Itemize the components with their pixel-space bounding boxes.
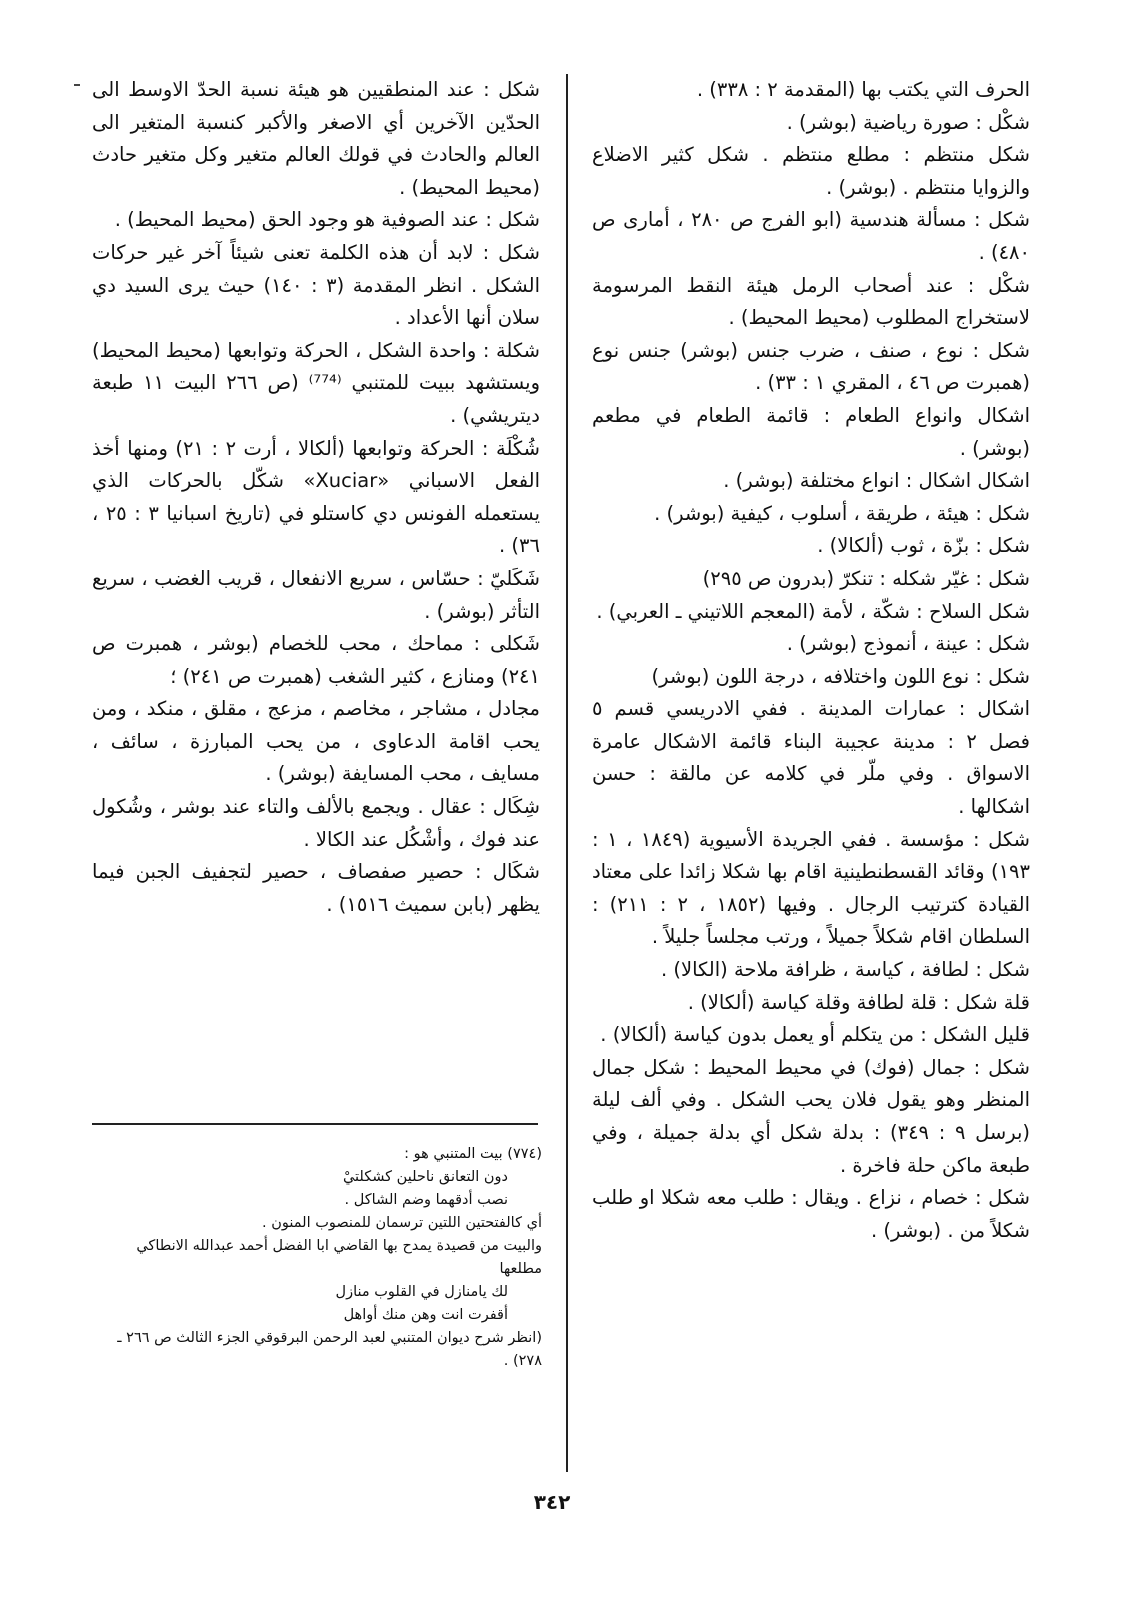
entry: شكل منتظم : مطلع منتظم . شكل كثير الاضلاع والزوايا منتظم . (بوشر) .	[592, 143, 1030, 199]
footnote-verse-line: لك يامنازل في القلوب منازل	[335, 1284, 508, 1300]
footnote-verse-line: دون التعانق ناحلين كشكلتيْ	[342, 1169, 508, 1185]
entry: مجادل ، مشاجر ، مخاصم ، مزعج ، مقلق ، منكد ، ومن يحب اقامة الدعاوى ، من يحب المبارزة ، سائف ، مسايف ، محب المسايفة (بوشر) .	[92, 697, 540, 786]
entry: شكل السلاح : شكّة ، لأمة (المعجم اللاتيني ـ العربي) .	[596, 599, 1030, 623]
footnote-verse-line: أقفرت انت وهن منك أواهل	[343, 1307, 508, 1323]
entry: شكل : نوع ، صنف ، ضرب جنس (بوشر) جنس نوع (همبرت ص ٤٦ ، المقري ١ : ٣٣) .	[592, 338, 1030, 395]
entry: شَكلى : مماحك ، محب للخصام (بوشر ، همبرت ص ٢٤١) ومنازع ، كثير الشغب (همبرت ص ٢٤١) ؛	[92, 632, 540, 688]
entry: شكل : عند المنطقيين هو هيئة نسبة الحدّ الاوسط الى الحدّين الآخرين أي الاصغر والأكبر كنسبة المتغير الى العالم والحادث في قولك العالم متغير وكل متغير حادث (محيط المحيط) .	[92, 78, 540, 199]
entry: شكْل : صورة رياضية (بوشر) .	[786, 110, 1030, 134]
entry: شكل : لابد أن هذه الكلمة تعنى شيئاً آخر غير حركات الشكل . انظر المقدمة (٣ : ١٤٠) حيث يرى السيد دي سلان أنها الأعداد .	[92, 240, 541, 330]
footnote-reference: (انظر شرح ديوان المتنبي لعبد الرحمن البرقوقي الجزء الثالث ص ٢٦٦ ـ ٢٧٨) .	[117, 1330, 542, 1369]
entry: اشكال : عمارات المدينة . ففي الادريسي قسم ٥ فصل ٢ : مدينة عجيبة البناء قائمة الاشكال عامرة الاسواق . وفي ملّر في كلامه عن مالقة : حسن اشكالها .	[592, 697, 1031, 819]
entry: شكل : جمال (فوك) في محيط المحيط : شكل جمال المنظر وهو يقول فلان يحب الشكل . وفي ألف ليلة (برسل ٩ : ٣٤٩) : بدلة شكل أي بدلة جميلة ، وفي طبعة ماكن حلة فاخرة .	[592, 1055, 1030, 1177]
entry: شكل : غيّر شكله : تنكرّ (بدرون ص ٢٩٥)	[702, 566, 1030, 590]
entry: شكل : مؤسسة . ففي الجريدة الأسيوية (١٨٤٩ ، ١ : ١٩٣) وقائد القسطنطينية اقام بها شكلا زائدا على معتاد القيادة كترتيب الرجال . وفيها (١٨٥٢ ، ٢ : ٢١١) : السلطان اقام شكلاً جميلاً ، ورتب مجلساً جليلاً .	[592, 827, 1030, 949]
margin-mark	[74, 84, 80, 86]
entry: شِكَال : عقال . ويجمع بالألف والتاء عند بوشر ، وشُكول عند فوك ، وأشْكُل عند الكالا .	[92, 795, 540, 851]
entry: شكل : لطافة ، كياسة ، ظرافة ملاحة (الكالا) .	[660, 958, 1030, 982]
entry: شكْل : عند أصحاب الرمل هيئة النقط المرسومة لاستخراج المطلوب (محيط المحيط) .	[592, 273, 1030, 330]
entry: شكل : هيئة ، طريقة ، أسلوب ، كيفية (بوشر) .	[654, 501, 1030, 525]
entry: اشكال اشكال : انواع مختلفة (بوشر) .	[723, 469, 1030, 493]
entry: شكل : نوع اللون واختلافه ، درجة اللون (بوشر)	[651, 664, 1030, 688]
left-column	[92, 74, 540, 921]
footnote-separator	[92, 1123, 538, 1125]
entry: شكل : خصام ، نزاع . ويقال : طلب معه شكلا او طلب شكلاً من . (بوشر) .	[592, 1186, 1030, 1242]
entry: اشكال وانواع الطعام : قائمة الطعام في مطعم (بوشر) .	[592, 403, 1030, 460]
entry: شَكَليّ : حسّاس ، سريع الانفعال ، قريب الغضب ، سريع التأثر (بوشر) .	[92, 566, 540, 623]
footnote-verse-line: نصب أدقهما وضم الشاكل .	[344, 1192, 508, 1208]
footnote	[98, 1143, 542, 1373]
footnote-gloss: أي كالفتحتين اللتين ترسمان للمنصوب المنون .	[262, 1215, 542, 1231]
entry: قلة شكل : قلة لطافة وقلة كياسة (ألكالا) .	[687, 990, 1030, 1014]
entry: شكل : عند الصوفية هو وجود الحق (محيط المحيط) .	[114, 208, 540, 232]
right-column	[592, 74, 1030, 1247]
entry: شكل : بزّة ، ثوب (ألكالا) .	[817, 534, 1030, 558]
entry: شكَال : حصير صفصاف ، حصير لتجفيف الجبن فيما يظهر (بابن سميث ١٥١٦) .	[92, 860, 540, 916]
entry: قليل الشكل : من يتكلم أو يعمل بدون كياسة (ألكالا) .	[600, 1023, 1030, 1047]
entry: شُكْلَة : الحركة وتوابعها (ألكالا ، أرت ٢ : ٢١) ومنها أخذ الفعل الاسباني «Xuciar» شكّل بالحركات الذي يستعمله الفونس دي كاستلو في (تاريخ اسبانيا ٣ : ٢٥ ، ٣٦) .	[92, 436, 541, 558]
entry: شكل : مسألة هندسية (ابو الفرج ص ٢٨٠ ، أمارى ص ٤٨٠) .	[592, 208, 1030, 264]
column-divider	[566, 74, 568, 1472]
entry: الحرف التي يكتب بها (المقدمة ٢ : ٣٣٨) .	[696, 78, 1030, 101]
footnote-context: والبيت من قصيدة يمدح بها القاضي ابا الفضل أحمد عبدالله الانطاكي مطلعها	[136, 1238, 542, 1277]
entry: شكلة : واحدة الشكل ، الحركة وتوابعها (محيط المحيط) ويستشهد ببيت للمتنبي ⁽⁷⁷⁴⁾ (ص ٢٦٦ البيت ١١ طبعة ديتريشي) .	[92, 338, 540, 427]
page-number: ٣٤٢	[533, 1490, 571, 1514]
footnote-intro: (٧٧٤) بيت المتنبي هو :	[404, 1146, 542, 1162]
entry: شكل : عينة ، أنموذج (بوشر) .	[786, 632, 1030, 656]
